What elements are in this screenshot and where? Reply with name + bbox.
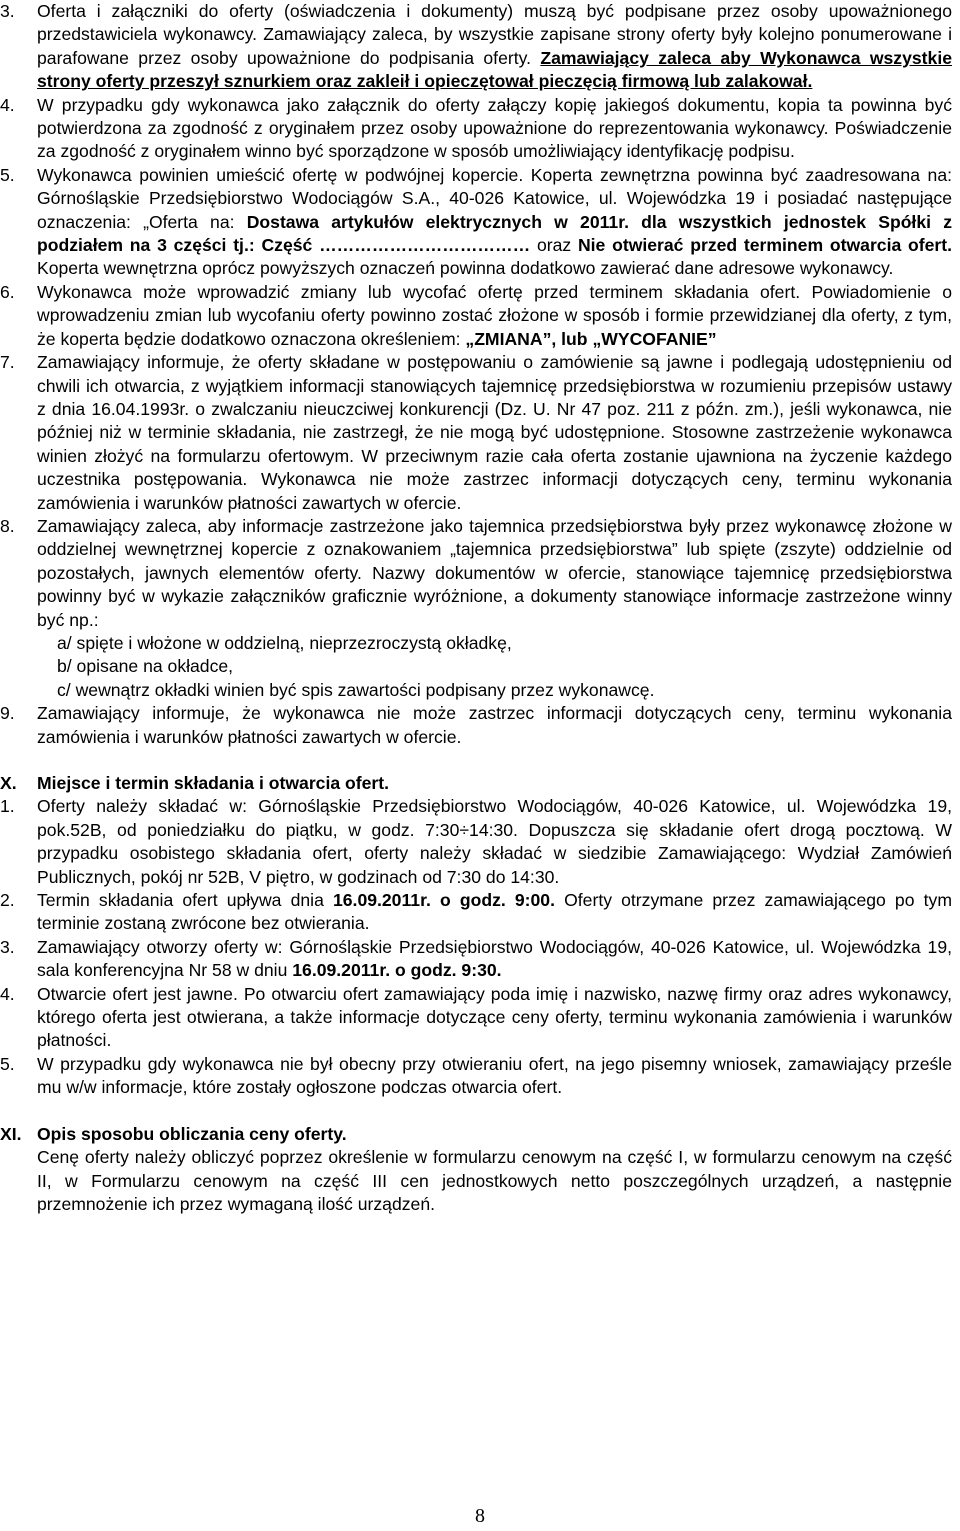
list-item bbox=[0, 281, 960, 351]
list-item bbox=[0, 94, 960, 164]
section-number: X. bbox=[0, 773, 17, 793]
item-emphasis: 16.09.2011r. o godz. 9:30. bbox=[292, 960, 502, 981]
list-item bbox=[0, 889, 960, 936]
list-item bbox=[0, 515, 960, 702]
section-heading bbox=[0, 1123, 960, 1146]
item-text: Wykonawca może wprowadzić zmiany lub wycofać ofertę przed terminem składania ofert. Powiadomienie o wprowadzeniu zmian lub wycofaniu oferty powinno zostać złożone w sposób i formie przewidzianej dla oferty, z tym, że koperta będzie dodatkowo oznaczona określeniem: bbox=[37, 281, 952, 349]
item-emphasis: Dostawa artykułów elektrycznych w 2011r. dla wszystkich jednostek Spółki z podziałem na 3 części tj.: Część ……………………………… bbox=[37, 211, 952, 256]
item-text: Oferta i załączniki do oferty (oświadczenia i dokumenty) muszą być podpisane przez osoby upoważnionego przedstawiciela wykonawcy. Zamawiający zaleca, by wszystkie zapisane strony oferty były kolejno ponumerowane i parafowane przez osoby upoważnione do podpisania oferty. bbox=[37, 1, 952, 68]
item-number: 4. bbox=[0, 94, 15, 115]
page-number: 8 bbox=[475, 1505, 485, 1527]
item-text: Zamawiający zaleca, aby informacje zastrzeżone jako tajemnica przedsiębiorstwa były przez wykonawcę złożone w oddzielnej wewnętrznej kopercie z oznakowaniem „tajemnica przedsiębiorstwa” lub spięte (zszyte) oddzielnie od pozostałych, jawnych elementów oferty. Nazwy dokumentów w ofercie, stanowiące tajemnicę przedsiębiorstwa powinny być w wykazie załączników graficznie wyróżnione, a dokumenty stanowiące informacje zastrzeżone winny być np.: bbox=[37, 515, 952, 630]
section-title: Opis sposobu obliczania ceny oferty. bbox=[37, 1123, 347, 1144]
item-text: Zamawiający informuje, że oferty składane w postępowaniu o zamówienie są jawne i podlegają udostępnieniu od chwili ich otwarcia, z wyjątkiem informacji stanowiących tajemnicę przedsiębiorstwa w rozumieniu przepisów ustawy z dnia 16.04.1993r. o zwalczaniu nieuczciwej konkurencji (Dz. U. Nr 47 poz. 211 z późn. zm.), jeśli wykonawca, nie później niż w terminie składania, nie zastrzegł, że nie mogą być udostępnione. Stosowne zastrzeżenie wykonawca winien złożyć na formularzu ofertowym. W przeciwnym razie cała oferta zostanie ujawniona na życzenie każdego uczestnika postępowania. Wykonawca nie może zastrzec informacji dotyczących ceny, terminu wykonania zamówienia i warunków płatności zawartych w ofercie. bbox=[37, 352, 952, 513]
list-item bbox=[0, 164, 960, 281]
item-number: 6. bbox=[0, 281, 15, 302]
item-emphasis: Nie otwierać przed terminem otwarcia ofert. bbox=[577, 235, 952, 256]
item-number: 9. bbox=[0, 703, 15, 724]
item-text: W przypadku gdy wykonawca nie był obecny przy otwieraniu ofert, na jego pisemny wniosek, zamawiający prześle mu w/w informacje, które zostały ogłoszone podczas otwarcia ofert. bbox=[37, 1053, 952, 1098]
list-item bbox=[0, 1053, 960, 1100]
item-text: Oferty otrzymane przez zamawiającego po tym terminie zostaną zwrócone bez otwierania. bbox=[37, 890, 952, 934]
item-text: Zamawiający otworzy oferty w: Górnośląskie Przedsiębiorstwo Wodociągów, 40-026 Katowice, ul. Wojewódzka 19, sala konferencyjna Nr 58 w dniu bbox=[37, 936, 952, 981]
item-number: 8. bbox=[0, 515, 15, 536]
sub-item: b/ opisane na okładce, bbox=[57, 656, 234, 677]
list-item bbox=[0, 351, 960, 515]
item-text: Oferty należy składać w: Górnośląskie Przedsiębiorstwo Wodociągów, 40-026 Katowice, ul. Wojewódzka 19, pok.52B, od poniedziałku do piątku, w godz. 7:30÷14:30. Dopuszcza się składanie ofert drogą pocztową. W przypadku osobistego składania ofert, oferty należy składać w siedzibie Zamawiającego: Wydział Zamówień Publicznych, pokój nr 52B, V piętro, w godzinach od 7:30 do 14:30. bbox=[37, 796, 952, 887]
item-text: Wykonawca powinien umieścić ofertę w podwójnej kopercie. Koperta zewnętrzna powinna być zaadresowana na: Górnośląskie Przedsiębiorstwo Wodociągów S.A., 40-026 Katowice, ul. Wojewódzka 19 i posiadać następujące oznaczenia: „Oferta na: bbox=[37, 164, 952, 232]
item-emphasis: 16.09.2011r. o godz. 9:00. bbox=[332, 890, 555, 911]
item-number: 1. bbox=[0, 796, 15, 817]
item-number: 4. bbox=[0, 983, 15, 1004]
list-item bbox=[0, 702, 960, 749]
item-number: 5. bbox=[0, 1053, 15, 1074]
list-item bbox=[0, 936, 960, 983]
list-item bbox=[0, 795, 960, 889]
list-item bbox=[0, 983, 960, 1053]
item-text: Koperta wewnętrzna oprócz powyższych oznaczeń powinna dodatkowo zawierać dane adresowe wykonawcy. bbox=[37, 258, 894, 279]
section-number: XI. bbox=[0, 1123, 22, 1144]
item-number: 2. bbox=[0, 890, 15, 911]
item-number: 3. bbox=[0, 936, 15, 957]
list-item bbox=[0, 0, 960, 94]
item-number: 7. bbox=[0, 352, 15, 373]
item-text: W przypadku gdy wykonawca jako załącznik do oferty załączy kopię jakiegoś dokumentu, kopia ta powinna być potwierdzona za zgodność z oryginałem przez osoby upoważnione do reprezentowania wykonawcy. Poświadczenie za zgodność z oryginałem winno być sporządzone w sposób umożliwiający identyfikację podpisu. bbox=[37, 94, 952, 162]
section-heading bbox=[0, 772, 960, 795]
item-emphasis: Zamawiający zaleca aby Wykonawca wszystkie strony oferty przeszył sznurkiem oraz zakleił i opieczętował pieczęcią firmową lub zalakował. bbox=[37, 47, 952, 92]
item-number: 5. bbox=[0, 164, 15, 185]
item-text: Zamawiający informuje, że wykonawca nie może zastrzec informacji dotyczących ceny, terminu wykonania zamówienia i warunków płatności zawartych w ofercie. bbox=[37, 703, 952, 747]
item-text: oraz bbox=[530, 235, 578, 256]
item-text: Otwarcie ofert jest jawne. Po otwarciu ofert zamawiający poda imię i nazwisko, nazwę firmy oraz adres wykonawcy, którego oferta jest otwierana, a także informacje dotyczące ceny oferty, terminu wykonania zamówienia i warunków płatności. bbox=[37, 983, 952, 1051]
section-title: Miejsce i termin składania i otwarcia ofert. bbox=[37, 773, 390, 793]
section-body: Cenę oferty należy obliczyć poprzez określenie w formularzu cenowym na część I, w formularzu cenowym na część II, w Formularzu cenowym na część III cen jednostkowych netto poszczególnych urządzeń, a następnie przemnożenie ich przez wymaganą ilość urządzeń. bbox=[37, 1147, 952, 1214]
sub-item: a/ spięte i włożone w oddzielną, nieprzezroczystą okładkę, bbox=[57, 632, 512, 653]
item-text: Termin składania ofert upływa dnia bbox=[37, 890, 333, 911]
sub-item: c/ wewnątrz okładki winien być spis zawartości podpisany przez wykonawcę. bbox=[57, 679, 655, 700]
item-number: 3. bbox=[0, 1, 15, 21]
item-emphasis: „ZMIANA”, lub „WYCOFANIE” bbox=[465, 328, 717, 349]
